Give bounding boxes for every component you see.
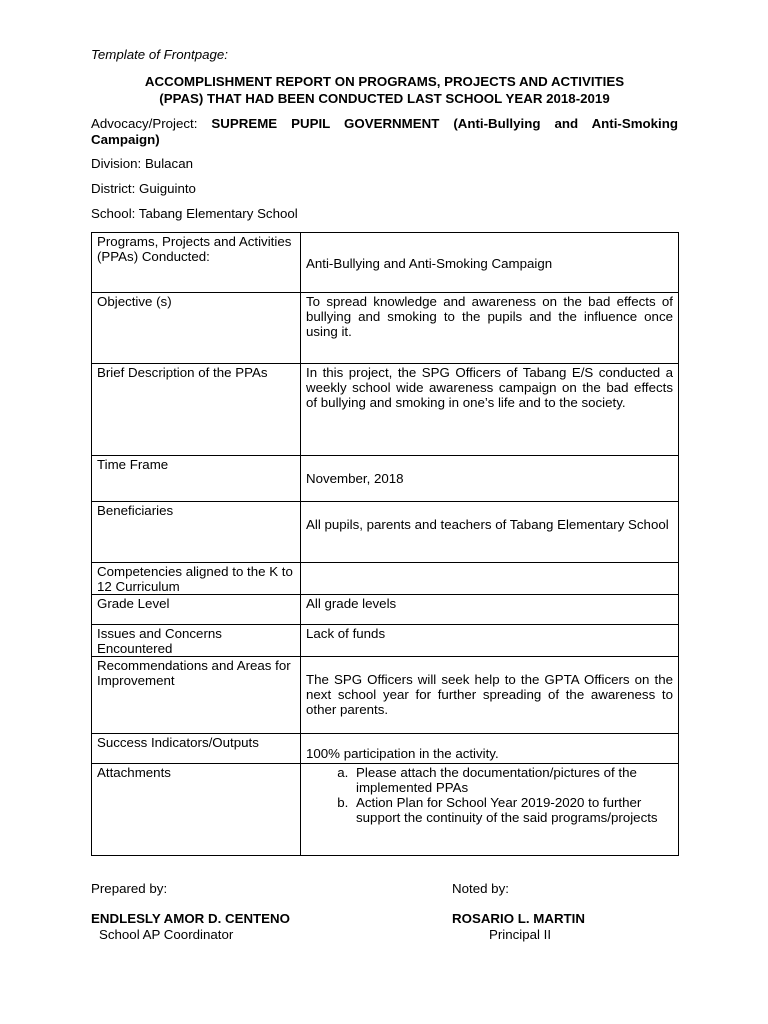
division-line: Division: Bulacan [91,156,193,171]
prepared-by-title: School AP Coordinator [99,927,234,942]
row-label: Success Indicators/Outputs [92,734,301,764]
row-value: In this project, the SPG Officers of Tabang E/S conducted a weekly school wide awareness campaign on the bad effects of bullying and smoking in one’s life and to the society. [301,364,679,456]
report-title-line-2: (PPAS) THAT HAD BEEN CONDUCTED LAST SCHOOL YEAR 2018-2019 [159,91,610,106]
table-row [92,657,679,734]
table-row [92,595,679,625]
advocacy-label: Advocacy/Project: [91,116,198,131]
row-value: 100% participation in the activity. [301,734,679,764]
row-value: Lack of funds [301,625,679,657]
row-value: The SPG Officers will seek help to the GPTA Officers on the next school year for further spreading of the awareness to other parents. [301,657,679,734]
row-label: Recommendations and Areas for Improvement [92,657,301,734]
list-item: a. Please attach the documentation/pictures of the implemented PPAs [352,765,673,795]
row-label: Brief Description of the PPAs [92,364,301,456]
report-title [91,73,678,107]
row-label: Grade Level [92,595,301,625]
row-label: Attachments [92,764,301,856]
row-value: November, 2018 [301,456,679,502]
table-row [92,734,679,764]
noted-by-label: Noted by: [452,881,509,896]
table-row [92,293,679,364]
table-row [92,563,679,595]
table-row [92,502,679,563]
row-value: To spread knowledge and awareness on the bad effects of bullying and smoking to the pupils and the influence once using it. [301,293,679,364]
row-value [301,563,679,595]
row-label: Issues and Concerns Encountered [92,625,301,657]
list-item: b. Action Plan for School Year 2019-2020 to further support the continuity of the said programs/projects [352,795,673,825]
row-value: All grade levels [301,595,679,625]
row-value: Anti-Bullying and Anti-Smoking Campaign [301,233,679,293]
noted-by-name: ROSARIO L. MARTIN [452,911,585,926]
row-label: Objective (s) [92,293,301,364]
table-row [92,625,679,657]
row-label: Time Frame [92,456,301,502]
template-label: Template of Frontpage: [91,47,228,62]
table-row [92,456,679,502]
row-value [301,764,679,856]
ppa-table [91,232,679,856]
table-row [92,364,679,456]
noted-by-title: Principal II [489,927,552,942]
row-label: Beneficiaries [92,502,301,563]
prepared-by-name: ENDLESLY AMOR D. CENTENO [91,911,290,926]
district-line: District: Guiguinto [91,181,196,196]
advocacy-value: SUPREME PUPIL GOVERNMENT (Anti-Bullying and Anti-Smoking Campaign) [91,116,678,147]
table-row [92,233,679,293]
advocacy-project [91,116,678,148]
attachments-list [306,765,673,825]
row-value: All pupils, parents and teachers of Tabang Elementary School [301,502,679,563]
table-row [92,764,679,856]
row-label: Programs, Projects and Activities (PPAs) Conducted: [92,233,301,293]
school-line: School: Tabang Elementary School [91,206,298,221]
report-title-line-1: ACCOMPLISHMENT REPORT ON PROGRAMS, PROJECTS AND ACTIVITIES [144,74,625,89]
row-label: Competencies aligned to the K to 12 Curriculum [92,563,301,595]
prepared-by-label: Prepared by: [91,881,168,896]
